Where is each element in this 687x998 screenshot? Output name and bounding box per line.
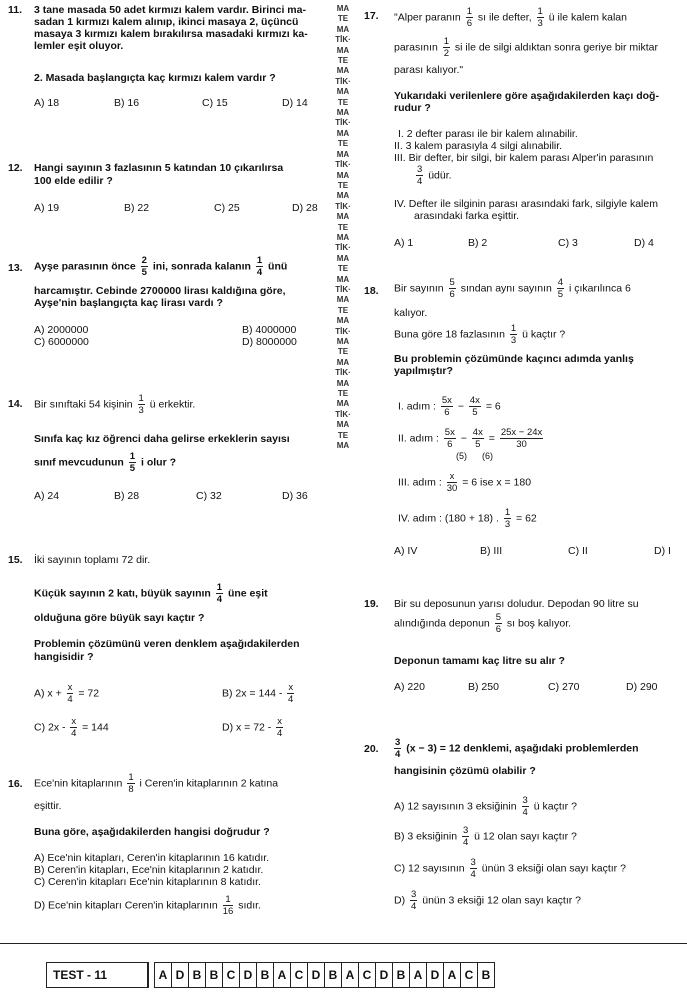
option-b[interactable]: B) 22 (124, 202, 150, 214)
denominator: 2 (443, 48, 449, 59)
test-label: TEST - 11 (47, 963, 148, 987)
step-label: III. adım : (398, 476, 442, 489)
fraction (67, 682, 74, 705)
option-b[interactable]: B) 4000000 (242, 324, 297, 336)
denominator: 5 (557, 289, 564, 300)
denominator: 4 (67, 694, 73, 705)
denominator: 3 (504, 519, 511, 530)
text-line (394, 612, 571, 635)
fraction (441, 395, 453, 418)
text-span: B) 2x = 144 - (222, 687, 283, 700)
denominator: 4 (462, 837, 469, 848)
text-line: İki sayının toplamı 72 dir. (34, 554, 151, 566)
multiplier-6: (6) (482, 451, 493, 461)
answer-cell: B (481, 968, 491, 982)
text-line (34, 582, 268, 605)
text-line: rudur ? (394, 102, 431, 114)
question-text (34, 772, 278, 795)
numerator: 3 (395, 737, 401, 748)
option-b[interactable] (222, 682, 296, 705)
option-d[interactable] (222, 716, 285, 739)
denominator: 4 (71, 728, 77, 739)
answer-key-grid (154, 962, 495, 988)
text-line: Ayşe'nin başlangıçta kaç lirası vardı ? (34, 297, 223, 309)
denominator: 30 (516, 439, 527, 450)
option-a[interactable]: A) 18 (34, 97, 60, 109)
answer-cell: D (172, 963, 189, 987)
text-line (394, 36, 658, 59)
denominator: 4 (276, 728, 283, 739)
step-label: IV. adım : (180 + 18) . (398, 512, 499, 525)
denominator: 16 (222, 906, 234, 917)
question-prompt: 2. Masada başlangıçta kaç kırmızı kalem vardır ? (34, 72, 276, 84)
denominator: 4 (417, 176, 423, 187)
option-d[interactable]: D) 8000000 (242, 336, 297, 348)
statement-ii: II. 3 kalem parasıyla 4 silgi alınabilir. (394, 140, 563, 152)
fraction (141, 255, 148, 278)
option-b[interactable]: B) 250 (468, 681, 499, 693)
text-span: Buna göre 18 fazlasının (394, 328, 505, 341)
text-span: Küçük sayının 2 katı, büyük sayının (34, 587, 211, 600)
numerator: 3 (522, 795, 528, 806)
option-c[interactable]: C) Ceren'in kitapları Ece'nin kitaplarının 8 katıdır. (34, 876, 261, 888)
option-a[interactable] (34, 682, 99, 705)
step-label: II. adım : (398, 432, 439, 445)
text-line: Deponun tamamı kaç litre su alır ? (394, 655, 565, 667)
numerator: 1 (443, 36, 449, 47)
text-span: = 144 (82, 721, 109, 734)
text-span: C) 2x - (34, 721, 66, 734)
fraction (287, 682, 294, 705)
step-1: I. adım : $\frac{5x}{6}$ − $\frac{4x}{5}$ = 6 (398, 395, 501, 418)
footer-divider (0, 943, 687, 944)
numerator: 5 (495, 612, 501, 623)
option-d[interactable]: D) 28 (292, 202, 318, 214)
text-span: "Alper paranın (394, 11, 461, 24)
text-line: Buna göre, aşağıdakilerden hangisi doğrudur ? (34, 826, 270, 838)
question-number: 16. (8, 778, 23, 790)
subject-spine: MATEMATİK·MATEMATİK·MATEMATİK·MATEMATİK·MATEMATİK·MATEMATİK·MATEMATİK·MATEMATİK·MATEMATİK·MATEMATİK·MATEMA (335, 4, 351, 451)
option-d[interactable]: D) 36 (282, 490, 308, 502)
answer-cell: B (325, 963, 342, 987)
option-b[interactable] (394, 825, 577, 848)
question-number: 14. (8, 398, 23, 410)
text-span: ünün 3 eksiği olan sayı kaçtır ? (481, 862, 626, 875)
fraction (70, 716, 77, 739)
text-span: (x − 3) = 12 denklemi, aşağıdaki problemlerden (406, 742, 639, 755)
option-b[interactable]: B) 28 (114, 490, 140, 502)
question-text (394, 6, 627, 29)
answer-cell: B (393, 963, 410, 987)
numerator: 3 (417, 164, 423, 175)
text-span: = 72 (78, 687, 100, 700)
option-c[interactable] (34, 716, 109, 739)
fraction (510, 323, 517, 346)
question-text (394, 737, 638, 760)
statement-iv-cont: arasındaki farka eşittir. (414, 210, 520, 222)
denominator: 4 (522, 807, 528, 818)
fraction (522, 795, 529, 818)
statement-iv: IV. Defter ile silginin parası arasındaki fark, silgiyle kalem (394, 198, 658, 210)
text-span: ini, sonrada kalanın (152, 260, 251, 273)
option-d[interactable] (394, 889, 581, 912)
fraction (443, 36, 450, 59)
text-span: alındığında deponun (394, 617, 490, 630)
text-line: hangisinin çözümü olabilir ? (394, 765, 536, 777)
text-span: üdür. (428, 169, 452, 182)
text-span: A) x + (34, 687, 62, 700)
numerator: x (71, 716, 77, 727)
text-line: Problemin çözümünü veren denklem aşağıdakilerden (34, 638, 300, 650)
text-span: i olur ? (140, 456, 176, 469)
option-a[interactable]: A) 2000000 (34, 324, 89, 336)
denominator: 30 (446, 483, 458, 494)
question-number: 18. (364, 285, 379, 297)
text-span: = 62 (516, 512, 537, 525)
fraction (449, 277, 456, 300)
answer-cell: D (240, 963, 257, 987)
fraction (557, 277, 564, 300)
answer-key (46, 962, 149, 988)
text-line: parası kalıyor." (394, 64, 464, 76)
text-span: D) (394, 894, 406, 907)
numerator: 1 (138, 393, 144, 404)
numerator: 1 (129, 451, 136, 462)
option-d[interactable]: D) 14 (282, 97, 308, 109)
step-3 (398, 471, 531, 494)
fraction (276, 716, 283, 739)
denominator: 4 (470, 869, 476, 880)
statement-i: I. 2 defter parası ile bir kalem alınabilir. (398, 128, 578, 140)
answer-cell: B (206, 963, 223, 987)
numerator: 5x (441, 395, 452, 406)
text-span: Ece'nin kitaplarının (34, 777, 123, 790)
text-line: eşittir. (34, 800, 62, 812)
denominator: 4 (216, 594, 223, 605)
text-line (394, 323, 565, 346)
text-line: Bir su deposunun yarısı doludur. Depodan 90 litre su (394, 598, 639, 610)
option-a[interactable]: A) 24 (34, 490, 60, 502)
text-span: ü ile kalem kalan (548, 11, 627, 24)
answer-cell: C (461, 963, 478, 987)
denominator: 3 (537, 18, 543, 29)
answer-cell: A (155, 963, 172, 987)
option-a[interactable] (394, 795, 577, 818)
question-number: 19. (364, 598, 379, 610)
numerator: 1 (510, 323, 517, 334)
statement-iii-cont (414, 164, 452, 187)
denominator: 6 (449, 289, 455, 300)
answer-cell: A (274, 963, 291, 987)
text-span: si ile de silgi aldıktan sonra geriye bir miktar (454, 41, 659, 54)
option-b[interactable]: B) 2 (468, 237, 488, 249)
fraction (470, 857, 477, 880)
answer-cell: D (427, 963, 444, 987)
text-line: 100 elde edilir ? (34, 175, 113, 187)
numerator: 25x − 24x (500, 427, 543, 438)
question-number: 11. (8, 4, 23, 16)
question-number: 17. (364, 10, 379, 22)
text-span: i çıkarılınca 6 (568, 282, 631, 295)
option-d[interactable] (34, 894, 261, 917)
text-span: D) x = 72 - (222, 721, 272, 734)
text-line: harcamıştır. Cebinde 2700000 lirası kaldığına göre, (34, 285, 286, 297)
numerator: x (277, 716, 282, 727)
denominator: 4 (411, 901, 417, 912)
numerator: 4x (469, 395, 480, 406)
fraction (410, 889, 417, 912)
question-number: 20. (364, 743, 379, 755)
answer-cell: C (291, 963, 308, 987)
text-span: = 6 (485, 400, 501, 413)
fraction (394, 737, 401, 760)
text-line: sadan 1 kırmızı kalem alınıp, ikinci masaya 2, üçüncü (34, 16, 299, 28)
denominator: 6 (466, 18, 472, 29)
fraction (223, 894, 234, 917)
text-span: i Ceren'in kitaplarının 2 katına (139, 777, 279, 790)
text-span: sınıf mevcudunun (34, 456, 124, 469)
question-text (34, 4, 326, 52)
text-span: D) Ece'nin kitapları Ceren'in kitaplarının (34, 899, 218, 912)
denominator: 6 (447, 439, 453, 450)
text-line: olduğuna göre büyük sayı kaçtır ? (34, 612, 205, 624)
fraction (469, 395, 481, 418)
fraction (472, 427, 484, 450)
text-span: sından aynı sayının (460, 282, 552, 295)
numerator: 5x (444, 427, 455, 438)
option-c[interactable]: C) II (568, 545, 588, 557)
text-span: ünün 3 eksiği 12 olan sayı kaçtır ? (422, 894, 581, 907)
numerator: 3 (411, 889, 417, 900)
numerator: 4x (472, 427, 483, 438)
option-a[interactable]: A) 19 (34, 202, 60, 214)
option-a[interactable]: A) IV (394, 545, 418, 557)
text-span: ü 12 olan sayı kaçtır ? (474, 830, 577, 843)
option-c[interactable]: C) 3 (558, 237, 578, 249)
text-line: Bu problemin çözümünde kaçıncı adımda yanlış (394, 353, 634, 365)
answer-cell: A (342, 963, 359, 987)
denominator: 8 (128, 784, 134, 795)
denominator: 3 (138, 405, 144, 416)
question-number: 13. (8, 262, 23, 274)
fraction (216, 582, 223, 605)
fraction (466, 6, 473, 29)
answer-cell: A (444, 963, 461, 987)
fraction (127, 772, 134, 795)
text-span: üne eşit (227, 587, 268, 600)
option-c[interactable]: C) 270 (548, 681, 580, 693)
numerator: 1 (216, 582, 223, 593)
option-a[interactable]: A) 220 (394, 681, 425, 693)
option-c[interactable]: C) 6000000 (34, 336, 89, 348)
fraction (129, 451, 136, 474)
text-span: C) 12 sayısının (394, 862, 465, 875)
fraction (500, 427, 543, 450)
option-c[interactable]: C) 15 (202, 97, 228, 109)
option-c[interactable]: C) 32 (196, 490, 222, 502)
numerator: 4 (557, 277, 564, 288)
option-d[interactable]: D) I (654, 545, 671, 557)
text-line: kalıyor. (394, 307, 428, 319)
text-span: ü kaçtır ? (522, 328, 566, 341)
answer-cell: B (257, 963, 274, 987)
numerator: 1 (256, 255, 263, 266)
text-span: B) 3 eksiğinin (394, 830, 458, 843)
fraction (256, 255, 263, 278)
question-text (34, 255, 287, 278)
numerator: x (67, 682, 73, 693)
numerator: x (447, 471, 458, 483)
text-line: hangisidir ? (34, 651, 94, 663)
text-line: yapılmıştır? (394, 365, 453, 377)
fraction (504, 507, 511, 530)
fraction (416, 164, 423, 187)
denominator: 4 (288, 694, 294, 705)
text-line: masaya 3 kırmızı kalem bırakılırsa masadaki kırmızı ka- (34, 28, 308, 40)
fraction (537, 6, 544, 29)
numerator: 1 (504, 507, 511, 518)
fraction (444, 427, 456, 450)
option-a[interactable]: A) Ece'nin kitapları, Ceren'in kitaplarının 16 katıdır. (34, 852, 270, 864)
option-b[interactable]: B) 16 (114, 97, 140, 109)
denominator: 5 (472, 407, 478, 418)
text-span: Ayşe parasının önce (34, 260, 136, 273)
numerator: 3 (462, 825, 469, 836)
text-span: sıdır. (238, 899, 261, 912)
step-4 (398, 507, 537, 530)
question-text (34, 393, 195, 416)
denominator: 6 (495, 624, 501, 635)
statement-iii: III. Bir defter, bir silgi, bir kalem parası Alper'in parasının (394, 152, 654, 164)
option-d[interactable]: D) 290 (626, 681, 658, 693)
text-line (34, 451, 176, 474)
step-2: II. adım : $\frac{5x}{6}$ − $\frac{4x}{5}$ = $\frac{25x - 24x}{30}$ (398, 427, 543, 450)
question-number: 12. (8, 162, 23, 174)
text-span: ü erkektir. (149, 398, 196, 411)
answer-cell: D (308, 963, 325, 987)
text-span: Bir sınıftaki 54 kişinin (34, 398, 133, 411)
numerator: 1 (223, 894, 234, 906)
text-span: = 6 ise x = 180 (462, 476, 532, 489)
step-label: I. adım : (398, 400, 436, 413)
option-c[interactable]: C) 25 (214, 202, 240, 214)
numerator: x (288, 682, 294, 693)
option-a[interactable]: A) 1 (394, 237, 414, 249)
denominator: 6 (444, 407, 450, 418)
option-c[interactable] (394, 857, 626, 880)
denominator: 5 (129, 463, 136, 474)
numerator: 3 (470, 857, 476, 868)
denominator: 4 (256, 267, 263, 278)
text-line: 3 tane masada 50 adet kırmızı kalem vardır. Birinci ma- (34, 4, 306, 16)
multiplier-5: (5) (456, 451, 467, 461)
text-line: Yukarıdaki verilenlere göre aşağıdakilerden kaçı doğ- (394, 90, 659, 102)
fraction (138, 393, 145, 416)
text-line: lemler eşit oluyor. (34, 40, 124, 52)
text-span: ünü (268, 260, 288, 273)
text-span: A) 12 sayısının 3 eksiğinin (394, 800, 517, 813)
text-span: Bir sayının (394, 282, 444, 295)
text-span: sı ile defter, (477, 11, 532, 24)
text-line: Hangi sayının 3 fazlasının 5 katından 10 çıkarılırsa (34, 162, 284, 174)
answer-cell: B (189, 963, 206, 987)
option-b[interactable]: B) III (480, 545, 503, 557)
text-span: ü kaçtır ? (533, 800, 577, 813)
text-span: sı boş kalıyor. (506, 617, 572, 630)
option-b[interactable]: B) Ceren'in kitapları, Ece'nin kitaplarının 2 katıdır. (34, 864, 264, 876)
question-text (34, 162, 283, 188)
numerator: 2 (141, 255, 147, 266)
answer-cell: A (410, 963, 427, 987)
text-span: parasının (394, 41, 438, 54)
denominator: 5 (475, 439, 481, 450)
numerator: 1 (537, 6, 543, 17)
denominator: 4 (395, 749, 401, 760)
text-line: Sınıfa kaç kız öğrenci daha gelirse erkeklerin sayısı (34, 433, 290, 445)
denominator: 3 (510, 335, 517, 346)
numerator: 1 (466, 6, 472, 17)
question-text (394, 277, 631, 300)
numerator: 1 (128, 772, 134, 783)
fraction (447, 471, 458, 494)
question-number: 15. (8, 554, 23, 566)
fraction (462, 825, 469, 848)
option-d[interactable]: D) 4 (634, 237, 654, 249)
fraction (495, 612, 502, 635)
answer-cell: C (223, 963, 240, 987)
denominator: 5 (141, 267, 147, 278)
numerator: 5 (449, 277, 455, 288)
answer-cell: D (376, 963, 393, 987)
answer-cell: C (359, 963, 376, 987)
